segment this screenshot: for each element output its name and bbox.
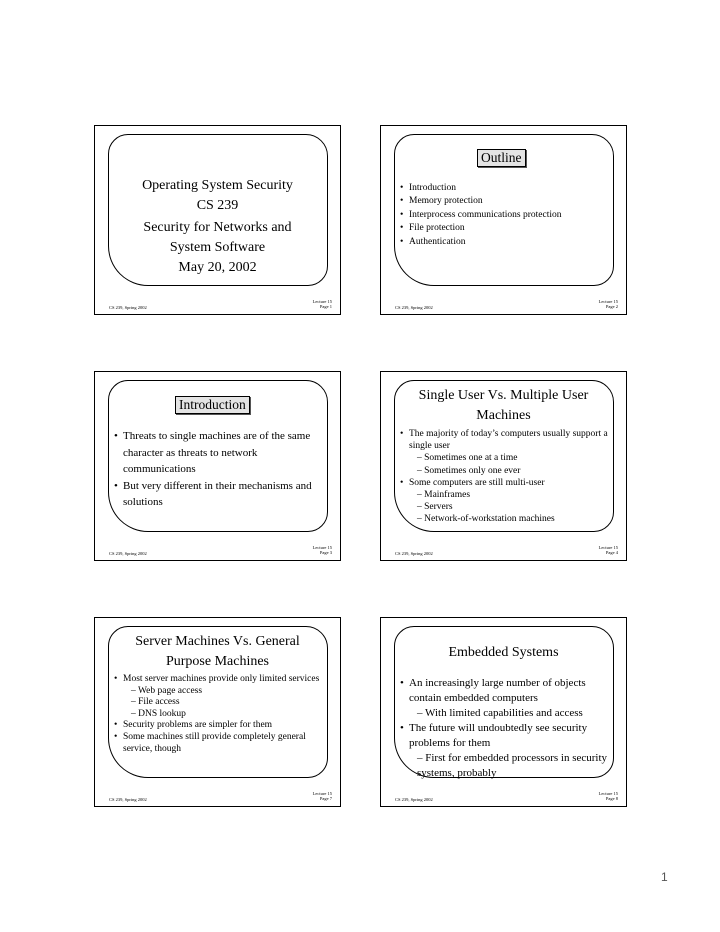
bullet-item: • Introduction [400, 182, 615, 195]
page-label: Page 1 [319, 304, 332, 309]
lecture-label: Lecture 15 [598, 791, 618, 796]
lecture-label: Lecture 15 [312, 791, 332, 796]
course-label: CS 239, Spring 2002 [395, 797, 433, 802]
bullet-item: • Some computers are still multi-user [400, 477, 615, 489]
bullet-item: • Some machines still provide completely general service, though [114, 732, 326, 755]
bullet-item: • Threats to single machines are of the same character as threats to network communications [114, 428, 314, 478]
sub-bullet-item: – Sometimes only one ever [417, 465, 521, 476]
slide-footer-right [313, 791, 332, 801]
bullet-item: • File protection [400, 222, 615, 235]
lecture-label: Lecture 15 [312, 545, 332, 550]
slide-1-title-line: Operating System Security [142, 178, 293, 193]
slide-7 [94, 617, 341, 807]
slide-footer-right [313, 299, 332, 309]
slide-1-title-line: May 20, 2002 [178, 260, 257, 275]
slide-8-title: Embedded Systems [448, 645, 559, 660]
slide-footer-right [599, 299, 618, 309]
slide-3-bullets [114, 428, 314, 511]
slide-1-title-line: CS 239 [196, 198, 239, 213]
slide-1-title-line: Security for Networks and [143, 220, 292, 235]
lecture-label: Lecture 15 [598, 299, 618, 304]
bullet-item: • The future will undoubtedly see security problems for them [400, 721, 612, 751]
slide-footer-right [599, 791, 618, 801]
slide-2 [380, 125, 627, 315]
slide-8 [380, 617, 627, 807]
sub-bullet-item: – Servers [417, 502, 453, 513]
slide-4-title: Single User Vs. Multiple User [418, 388, 589, 403]
sub-bullet-item: – Web page access [131, 685, 203, 696]
sub-bullet-item: – Network-of-workstation machines [417, 514, 555, 525]
slide-7-title: Purpose Machines [165, 654, 270, 669]
bullet-item: • Most server machines provide only limited services [114, 674, 326, 686]
bullet-item: • Interprocess communications protection [400, 209, 615, 222]
course-label: CS 239, Spring 2002 [109, 305, 147, 310]
course-label: CS 239, Spring 2002 [109, 797, 147, 802]
sub-bullet-item: – With limited capabilities and access [417, 707, 583, 719]
slide-1 [94, 125, 341, 315]
slide-8-bullets [400, 676, 612, 781]
bullet-item: • An increasingly large number of objects contain embedded computers [400, 676, 612, 706]
sub-bullet-item: – File access [131, 697, 180, 708]
slide-footer-right [313, 545, 332, 555]
page-label: Page 7 [319, 796, 332, 801]
lecture-label: Lecture 15 [312, 299, 332, 304]
course-label: CS 239, Spring 2002 [109, 551, 147, 556]
slide-3 [94, 371, 341, 561]
bullet-item: • Security problems are simpler for them [114, 720, 326, 732]
slide-7-bullets [114, 674, 326, 755]
sub-bullet-item: – DNS lookup [131, 708, 186, 719]
bullet-item: • The majority of today’s computers usually support a single user [400, 428, 615, 452]
bullet-item: • Memory protection [400, 195, 615, 208]
slide-footer-right [599, 545, 618, 555]
page-label: Page 3 [319, 550, 332, 555]
page-label: Page 4 [605, 550, 618, 555]
slide-4-bullets [400, 428, 615, 526]
course-label: CS 239, Spring 2002 [395, 551, 433, 556]
bullet-item: • Authentication [400, 236, 615, 249]
slide-7-title: Server Machines Vs. General [135, 634, 300, 649]
slide-4 [380, 371, 627, 561]
sub-bullet-item: – First for embedded processors in security systems, probably [417, 752, 608, 779]
slide-2-bullets [400, 182, 615, 249]
slide-2-title: Outline [477, 149, 526, 167]
bullet-item: • But very different in their mechanisms and solutions [114, 478, 314, 511]
sub-bullet-item: – Sometimes one at a time [417, 453, 518, 464]
course-label: CS 239, Spring 2002 [395, 305, 433, 310]
slide-1-title-line: System Software [169, 240, 266, 255]
lecture-label: Lecture 15 [598, 545, 618, 550]
page-label: Page 8 [605, 796, 618, 801]
sub-bullet-item: – Mainframes [417, 490, 471, 501]
page-number: 1 [661, 870, 668, 884]
slide-3-title: Introduction [175, 396, 250, 414]
page-label: Page 2 [605, 304, 618, 309]
slide-4-title: Machines [476, 408, 531, 423]
